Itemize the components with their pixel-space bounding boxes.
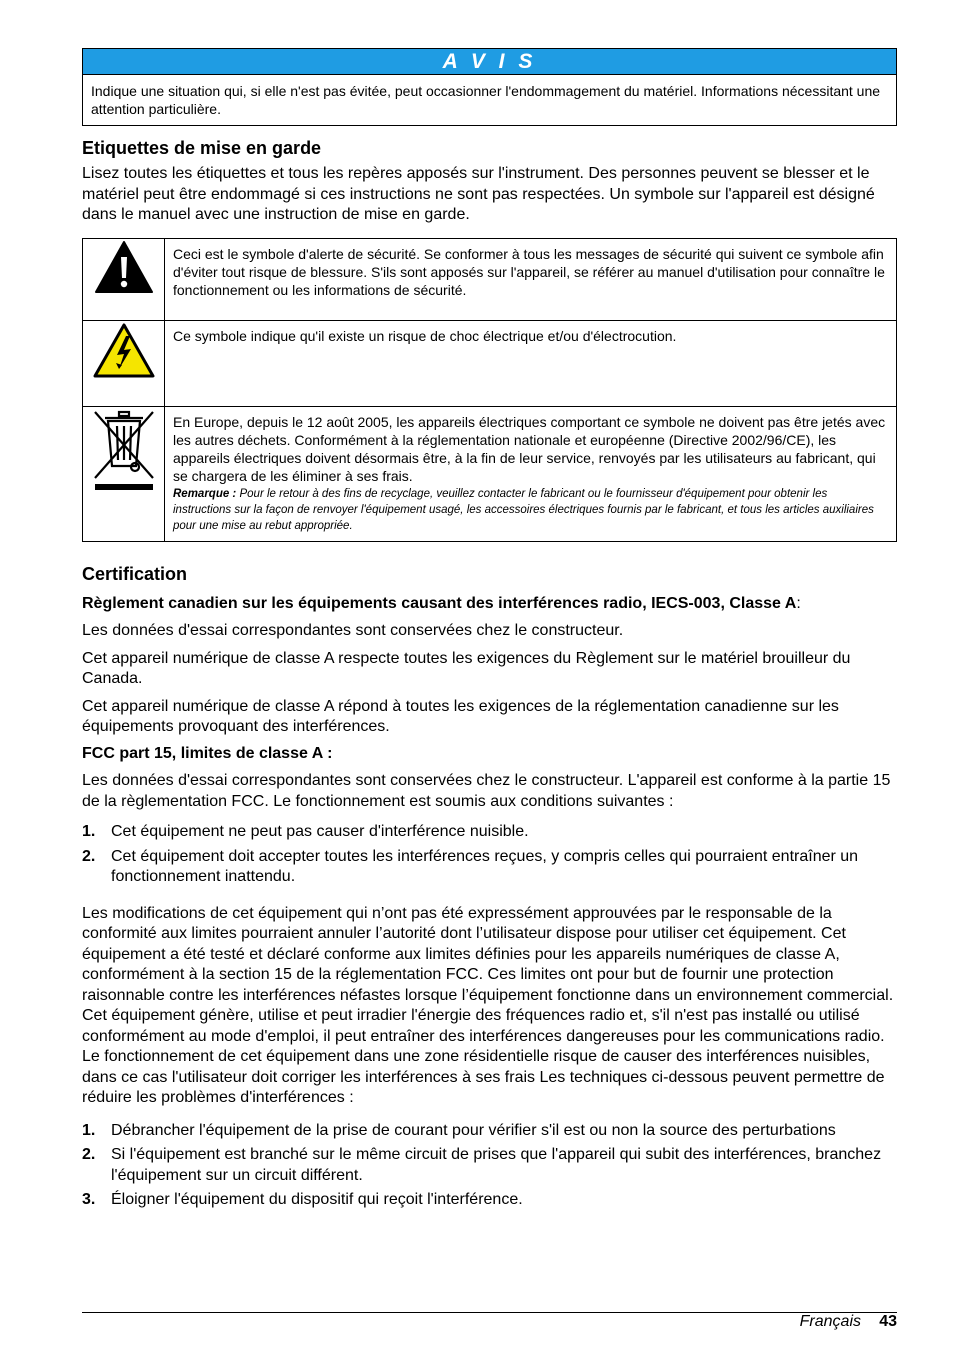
symbol-row (83, 238, 897, 320)
certification-heading: Certification (82, 563, 188, 584)
symbol-cell (83, 238, 165, 320)
notice-box (82, 48, 897, 126)
weee-note (173, 486, 888, 534)
symbol-description: Ceci est le symbole d'alerte de sécurité. Se conformer à tous les messages de sécurité qui suivent ce symbole afin d'éviter tout risque de blessure. S'ils sont apposés sur l'appareil, se référer au manuel d'utilisation pour connaître le fonctionnement ou les informations de sécurité. (165, 238, 897, 320)
notice-text: Indique une situation qui, si elle n'est pas évitée, peut occasionner l'endommagement du matériel. Informations nécessitant une attention particulière. (91, 83, 881, 117)
electric-shock-icon (92, 322, 156, 380)
canada-paragraph: Cet appareil numérique de classe A respecte toutes les exigences du Règlement sur le matériel brouilleur du Canada. (82, 649, 851, 687)
footer-language: Français (799, 1313, 861, 1330)
list-item (82, 1190, 897, 1211)
symbol-cell (83, 406, 165, 541)
remedy-list (82, 1121, 897, 1211)
list-text: Cet équipement ne peut pas causer d'interférence nuisible. (111, 823, 529, 840)
weee-text: En Europe, depuis le 12 août 2005, les appareils électriques comportant ce symbole ne doivent pas être jetés avec les autres déchets. Conformément à la réglementation nationale et européenne (Directive 2002/96/CE), les appareils électriques doivent désormais être, à la fin de leur service, renvoyés par les utilisateurs au fabricant, qui se chargera de les éliminer à ses frais. (173, 413, 886, 485)
list-item (82, 847, 897, 888)
fcc-paragraph: Les modifications de cet équipement qui n’ont pas été expressément approuvées par le responsable de la conformité aux limites pourraient annuler l’autorité dont l’utilisateur dispose pour utiliser cet équipement. Cet équipement a été testé et déclaré conforme aux limites définies pour les appareils numériques de classe A, conformément à la section 15 de la réglementation FCC. Ces limites ont pour but de fournir une protection raisonnable contre les interférences néfastes lorsque l’équipement fonctionne dans un environnement commercial. Cet équipement génère, utilise et peut irradier l'énergie des fréquences radio et, s'il n'est pas installé ou utilisé conformément au mode d'emploi, il peut entraîner des interférences dangereuses pour les communications radio. Le fonctionnement de cet équipement dans une zone résidentielle risque de causer des interférences nuisibles, dans ce cas l'utilisateur doit corriger les interférences à ses frais Les techniques ci-dessous peuvent permettre de réduire les problèmes d'interférences : (82, 904, 894, 1106)
canada-paragraph: Cet appareil numérique de classe A répond à toutes les exigences de la réglementation canadienne sur les équipements provoquant des interférences. (82, 697, 839, 735)
canada-title-colon: : (796, 594, 801, 612)
list-number: 3. (82, 1191, 96, 1208)
list-item (82, 822, 897, 843)
symbols-table (82, 238, 897, 542)
page-number: 43 (879, 1313, 897, 1330)
symbol-description (165, 406, 897, 541)
canada-title-text: Règlement canadien sur les équipements causant des interférences radio, IECS-003, Classe A (82, 594, 797, 612)
warning-triangle-icon (94, 240, 154, 294)
note-label: Remarque : (173, 487, 237, 500)
notice-title: A V I S (83, 49, 896, 75)
list-item (82, 1121, 897, 1142)
list-text: Débrancher l'équipement de la prise de courant pour vérifier s'il est ou non la source des perturbations (111, 1121, 836, 1139)
fcc-paragraph: Les données d'essai correspondantes sont conservées chez le constructeur. L'appareil est conforme à la partie 15 de la règlementation FCC. Le fonctionnement est soumis aux conditions suivantes : (82, 772, 891, 810)
list-number: 1. (82, 1121, 96, 1139)
list-item (82, 1145, 897, 1186)
symbol-row (83, 320, 897, 406)
symbol-cell (83, 320, 165, 406)
canada-paragraph: Les données d'essai correspondantes sont conservées chez le constructeur. (82, 622, 624, 639)
symbol-row (83, 406, 897, 541)
list-number: 2. (82, 1146, 96, 1163)
crossed-bin-icon (91, 408, 157, 492)
labels-heading: Etiquettes de mise en garde (82, 138, 322, 158)
list-number: 2. (82, 847, 96, 865)
page-footer (82, 1312, 897, 1330)
symbol-description: Ce symbole indique qu'il existe un risque de choc électrique et/ou d'électrocution. (165, 320, 897, 406)
fcc-title: FCC part 15, limites de classe A : (82, 744, 333, 762)
list-text: Si l'équipement est branché sur le même circuit de prises que l'appareil qui subit des interférences, branchez l'équipement sur un circuit différent. (111, 1146, 882, 1184)
note-text: Pour le retour à des fins de recyclage, veuillez contacter le fabricant ou le fournisseur d'équipement pour obtenir les instructions sur la façon de renvoyer l'équipement usagé, les accessoires électriques fournis par le fabricant, et tous les articles auxiliaires pour une mise au rebut appropriée. (173, 487, 874, 532)
list-number: 1. (82, 823, 96, 840)
page-content (82, 48, 897, 1211)
labels-intro: Lisez toutes les étiquettes et tous les repères apposés sur l'instrument. Des personnes peuvent se blesser et le matériel peut être endommagé si ces instructions ne sont pas respectées. Un symbole sur l'appareil est désigné dans le manuel avec une instruction de mise en garde. (82, 165, 875, 223)
list-text: Cet équipement doit accepter toutes les interférences reçues, y compris celles qui pourraient entraîner un fonctionnement inattendu. (111, 847, 859, 885)
canada-regulation-title (82, 594, 897, 615)
fcc-conditions-list (82, 822, 897, 888)
list-text: Éloigner l'équipement du dispositif qui reçoit l'interférence. (111, 1191, 523, 1208)
